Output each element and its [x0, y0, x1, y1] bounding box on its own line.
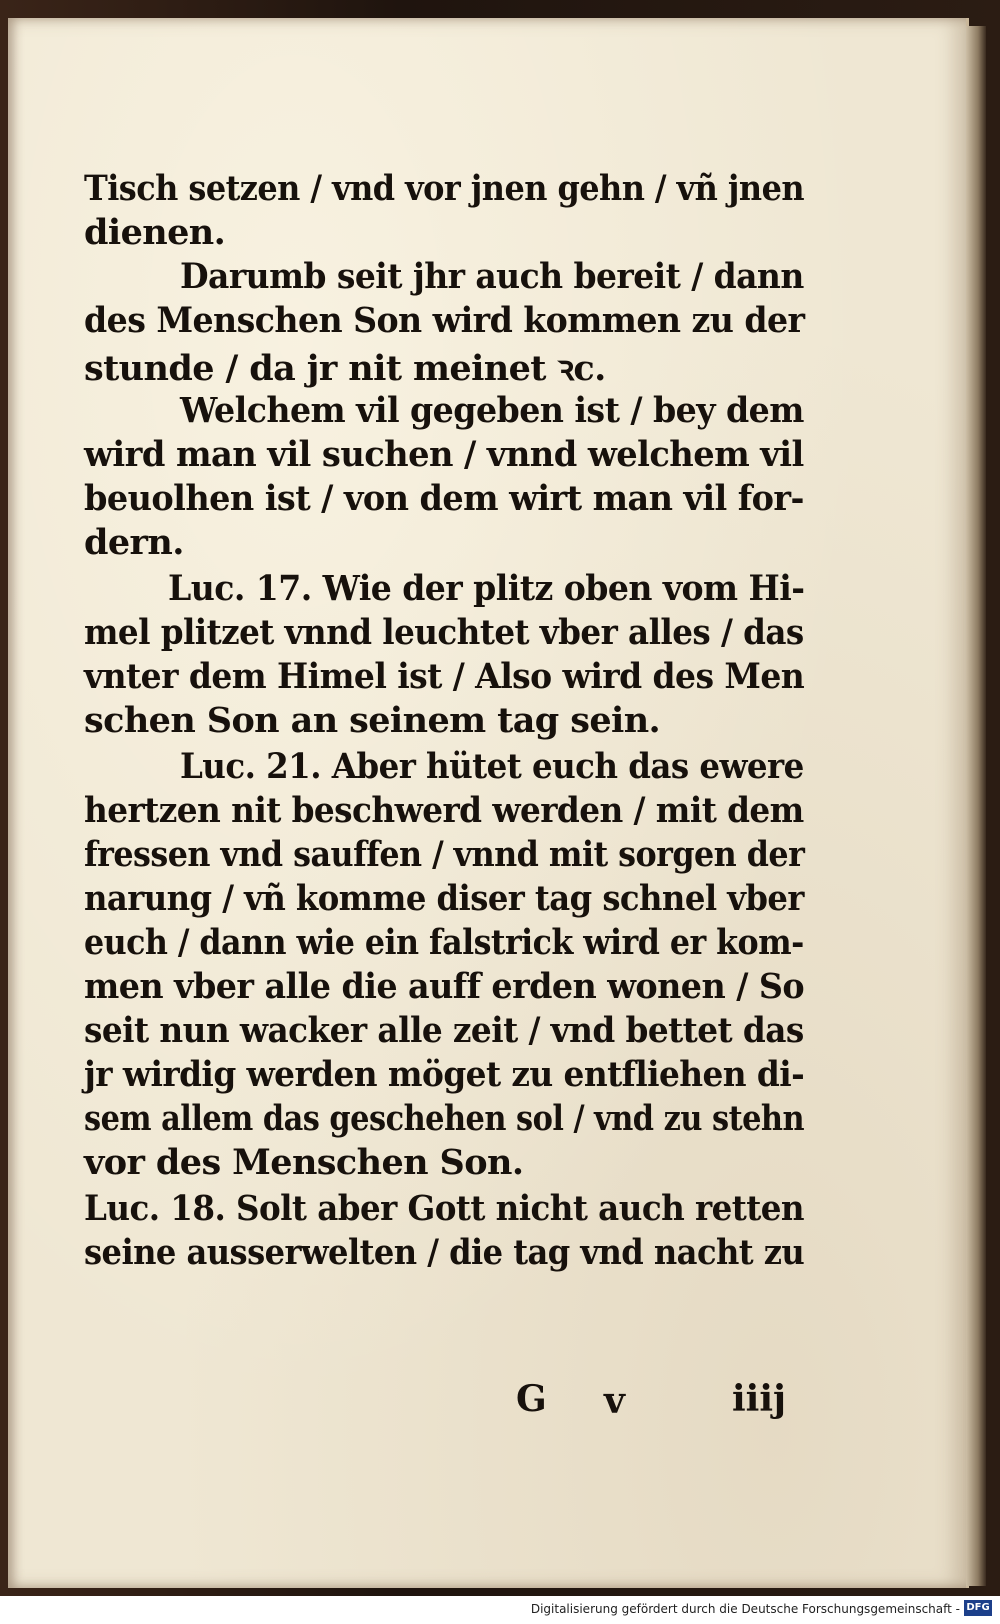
- text-line: beuolhen ist / von dem wirt man vil for-: [84, 478, 804, 519]
- text-line: men vber alle die auff erden wonen / So: [84, 966, 805, 1007]
- text-line: wird man vil suchen / vnnd welchem vil: [84, 434, 804, 475]
- text-line: euch / dann wie ein falstrick wird er kom-: [84, 922, 804, 963]
- text-line: dern.: [84, 522, 184, 563]
- text-line: mel plitzet vnnd leuchtet vber alles / das: [84, 612, 804, 653]
- dfg-logo: DFG: [964, 1600, 992, 1616]
- text-line: dienen.: [84, 212, 226, 253]
- text-line: fressen vnd sauffen / vnnd mit sorgen der: [84, 834, 805, 875]
- text-line: schen Son an seinem tag sein.: [84, 700, 661, 741]
- page-edge: [966, 26, 986, 1586]
- text-line: narung / vñ komme diser tag schnel vber: [84, 878, 804, 919]
- digitization-footer: [0, 1596, 1000, 1624]
- signature-number: iiij: [732, 1378, 787, 1420]
- text-line: hertzen nit beschwerd werden / mit dem: [84, 790, 804, 831]
- text-line: seit nun wacker alle zeit / vnd bettet das: [84, 1010, 804, 1051]
- signature-mark: [84, 1378, 804, 1428]
- text-line: Welchem vil gegeben ist / bey dem: [180, 390, 804, 431]
- text-line: Tisch setzen / vnd vor jnen gehn / vñ jnen: [84, 168, 805, 209]
- text-line: vor des Menschen Son.: [84, 1142, 524, 1183]
- text-line: sem allem das geschehen sol / vnd zu stehn: [84, 1098, 805, 1139]
- signature-mid: v: [604, 1380, 625, 1422]
- text-line: des Menschen Son wird kommen zu der: [84, 300, 805, 341]
- text-line: Luc. 18. Solt aber Gott nicht auch retten: [84, 1188, 804, 1229]
- text-line: Darumb seit jhr auch bereit / dann: [180, 256, 804, 297]
- footer-credit: Digitalisierung gefördert durch die Deutsche Forschungsgemeinschaft -: [530, 1602, 960, 1616]
- text-line: jr wirdig werden möget zu entfliehen di-: [84, 1054, 805, 1095]
- text-line: stunde / da jr nit meinet ꝛc.: [84, 348, 606, 389]
- text-line: vnter dem Himel ist / Also wird des Men: [84, 656, 805, 697]
- text-line: Luc. 21. Aber hütet euch das ewere: [180, 746, 804, 787]
- text-line: Luc. 17. Wie der plitz oben vom Hi-: [168, 568, 805, 609]
- signature-letter: G: [516, 1378, 547, 1420]
- text-line: seine ausserwelten / die tag vnd nacht zu: [84, 1232, 805, 1273]
